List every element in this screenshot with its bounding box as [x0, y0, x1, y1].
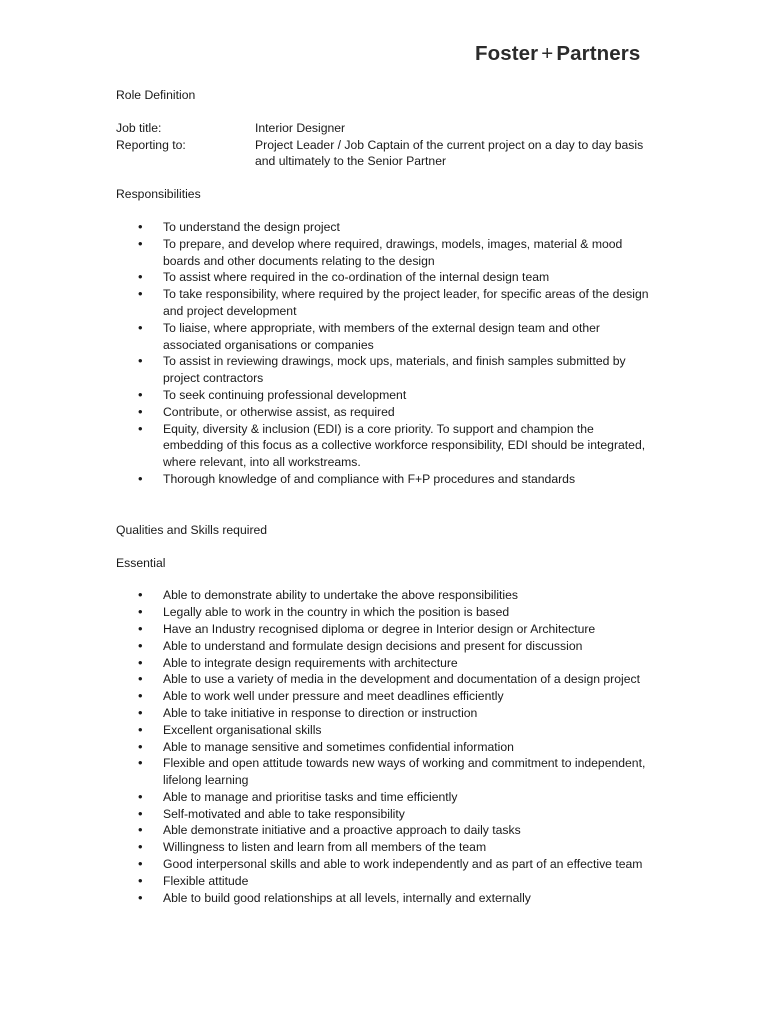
list-item: • Willingness to listen and learn from all members of the team — [116, 839, 656, 856]
list-item: • To assist where required in the co-ordination of the internal design team — [116, 269, 656, 286]
list-item: • Excellent organisational skills — [116, 722, 656, 739]
list-item: • Flexible and open attitude towards new ways of working and commitment to independent, lifelong learning — [116, 755, 656, 789]
logo-plus: + — [541, 42, 554, 65]
list-item: • Able to take initiative in response to direction or instruction — [116, 705, 656, 722]
list-item: • To prepare, and develop where required, drawings, models, images, material & mood boards and other documents relating to the design — [116, 236, 656, 270]
essential-subheading: Essential — [116, 555, 166, 570]
document-body — [116, 87, 656, 906]
list-item: • Able to demonstrate ability to undertake the above responsibilities — [116, 587, 656, 604]
list-item: • Equity, diversity & inclusion (EDI) is a core priority. To support and champion the embedding of this focus as a collective workforce responsibility, EDI should be integrated, where relevant, into all workstreams. — [116, 421, 656, 471]
list-item: • Able to integrate design requirements with architecture — [116, 655, 656, 672]
list-item: • Able to understand and formulate design decisions and present for discussion — [116, 638, 656, 655]
reporting-to-value: Project Leader / Job Captain of the current project on a day to day basis and ultimately to the Senior Partner — [255, 137, 644, 169]
job-title-row — [116, 120, 656, 137]
list-item: • To liaise, where appropriate, with members of the external design team and other associated organisations or companies — [116, 320, 656, 354]
list-item: • To assist in reviewing drawings, mock ups, materials, and finish samples submitted by project contractors — [116, 353, 656, 387]
responsibilities-list — [116, 219, 656, 488]
list-item: • Legally able to work in the country in which the position is based — [116, 604, 656, 621]
list-item: • Able demonstrate initiative and a proactive approach to daily tasks — [116, 822, 656, 839]
company-logo — [475, 42, 640, 66]
logo-name-foster: Foster — [475, 42, 539, 65]
qualities-heading: Qualities and Skills required — [116, 522, 268, 537]
list-item: • Flexible attitude — [116, 873, 656, 890]
reporting-to-label: Reporting to: — [116, 137, 186, 152]
qualities-list — [116, 587, 656, 906]
list-item: • Able to build good relationships at all levels, internally and externally — [116, 890, 656, 907]
job-title-label: Job title: — [116, 120, 162, 135]
list-item: • To understand the design project — [116, 219, 656, 236]
logo-name-partners: Partners — [556, 42, 641, 65]
list-item: • To seek continuing professional development — [116, 387, 656, 404]
list-item: • To take responsibility, where required by the project leader, for specific areas of the design and project development — [116, 286, 656, 320]
list-item: • Contribute, or otherwise assist, as required — [116, 404, 656, 421]
responsibilities-heading: Responsibilities — [116, 187, 201, 202]
list-item: • Able to work well under pressure and meet deadlines efficiently — [116, 688, 656, 705]
list-item: • Able to manage and prioritise tasks and time efficiently — [116, 789, 656, 806]
list-item: • Thorough knowledge of and compliance with F+P procedures and standards — [116, 471, 656, 488]
list-item: • Good interpersonal skills and able to work independently and as part of an effective team — [116, 856, 656, 873]
reporting-to-row — [116, 137, 656, 171]
role-definition-heading: Role Definition — [116, 88, 196, 102]
list-item: • Able to manage sensitive and sometimes confidential information — [116, 739, 656, 756]
list-item: • Have an Industry recognised diploma or degree in Interior design or Architecture — [116, 621, 656, 638]
list-item: • Able to use a variety of media in the development and documentation of a design project — [116, 671, 656, 688]
list-item: • Self-motivated and able to take responsibility — [116, 806, 656, 823]
job-title-value: Interior Designer — [255, 120, 346, 135]
